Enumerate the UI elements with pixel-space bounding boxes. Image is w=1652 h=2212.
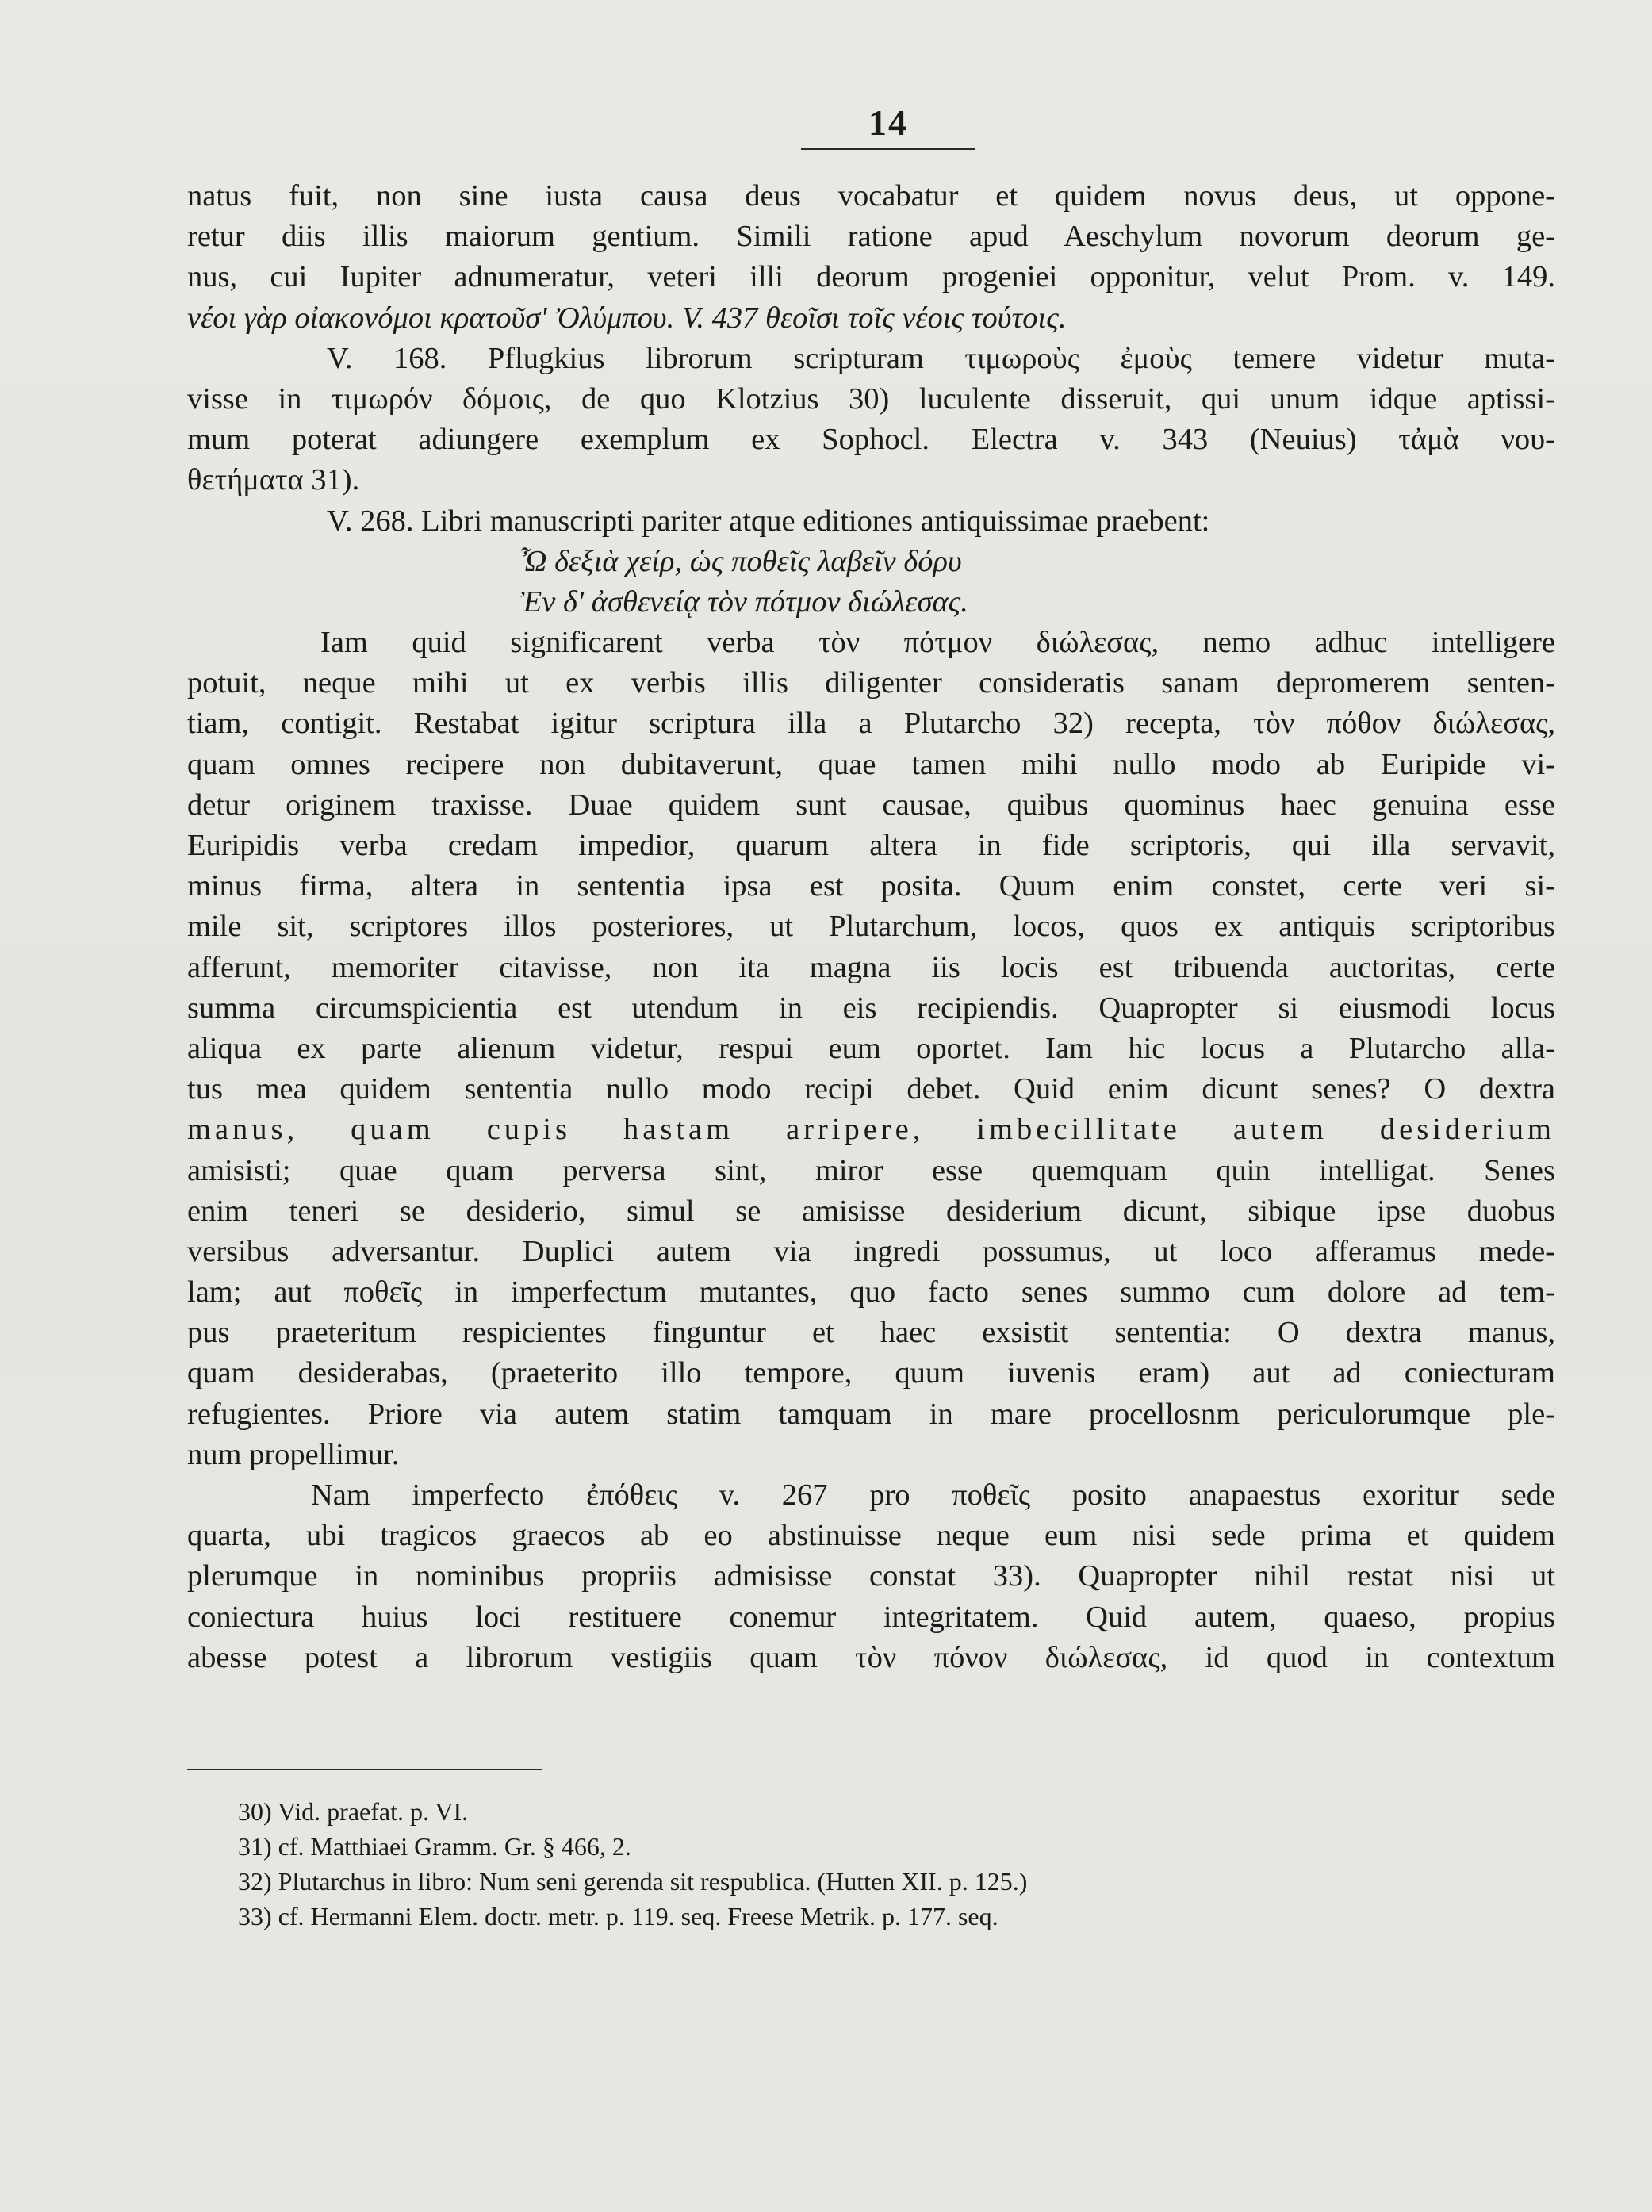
text-line: nus, cui Iupiter adnumeratur, veteri illi deorum progeniei opponitur, velut Prom. v. 149. [187,260,1555,294]
text-line: amisisti; quae quam perversa sint, miror esse quemquam quin intelligat. Senes [187,1153,1555,1187]
text-line: mile sit, scriptores illos posteriores, ut Plutarchum, locos, quos ex antiquis scriptoribus [187,910,1555,944]
text-line: aliqua ex parte alienum videtur, respui eum oportet. Iam hic locus a Plutarcho alla- [187,1031,1555,1065]
text-line: manus, quam cupis hastam arripere, imbecillitate autem desiderium [187,1113,1555,1147]
text-line: Euripidis verba credam impedior, quarum altera in fide scriptoris, qui illa servavit, [187,829,1555,862]
footnote-rule [187,1769,542,1770]
text-line: num propellimur. [187,1437,400,1471]
text-line: Nam imperfecto ἐπόθεις v. 267 pro ποθεῖς posito anapaestus exoritur sede [311,1478,1555,1512]
text-line: tiam, contigit. Restabat igitur scriptura illa a Plutarcho 32) recepta, τὸν πόθον διώλεσας, [187,707,1555,741]
text-line: νέοι γὰρ οἰακονόμοι κρατοῦσ' Ὀλύμπου. V. 437 θεοῖσι τοῖς νέοις τούτοις. [187,301,1067,335]
greek-verse-line: Ὦ δεξιὰ χείρ, ὡς ποθεῖς λαβεῖν δόρυ [520,544,962,578]
footnote-33: 33) cf. Hermanni Elem. doctr. metr. p. 119. seq. Freese Metrik. p. 177. seq. [238,1902,998,1930]
text-line: pus praeteritum respicientes finguntur et haec exsistit sententia: O dextra manus, [187,1316,1555,1350]
text-line: natus fuit, non sine iusta causa deus vocabatur et quidem novus deus, ut oppone- [187,179,1555,213]
page-number: 14 [868,102,908,143]
text-line: lam; aut ποθεῖς in imperfectum mutantes, quo facto senes summo cum dolore ad tem- [187,1275,1555,1309]
footnotes [238,1794,1269,1934]
footnote-32: 32) Plutarchus in libro: Num seni gerenda sit respublica. (Hutten XII. p. 125.) [238,1867,1028,1896]
text-line: coniectura huius loci restituere conemur integritatem. Quid autem, quaeso, propius [187,1600,1555,1634]
header-rule [801,148,975,150]
greek-verse-line: Ἐν δ' ἀσθενείᾳ τὸν πότμον διώλεσας. [520,585,968,619]
footnote-31: 31) cf. Matthiaei Gramm. Gr. § 466, 2. [238,1832,631,1861]
text-line: θετήματα 31). [187,463,360,497]
text-line: potuit, neque mihi ut ex verbis illis diligenter consideratis sanam depromerem senten- [187,666,1555,700]
text-line: minus firma, altera in sententia ipsa est posita. Quum enim constet, certe veri si- [187,869,1555,903]
text-line: retur diis illis maiorum gentium. Simili ratione apud Aeschylum novorum deorum ge- [187,220,1555,254]
text-line: visse in τιμωρόν δόμοις, de quo Klotzius 30) luculente disseruit, qui unum idque aptissi- [187,381,1555,416]
text-line: refugientes. Priore via autem statim tamquam in mare procellosnm periculorumque ple- [187,1397,1555,1431]
text-line: mum poterat adiungere exemplum ex Sophocl. Electra v. 343 (Neuius) τἀμὰ νου- [187,423,1555,457]
text-line: summa circumspicientia est utendum in eis recipiendis. Quapropter si eiusmodi locus [187,991,1555,1025]
footnote-30: 30) Vid. praefat. p. VI. [238,1797,469,1826]
text-line: tus mea quidem sententia nullo modo recipi debet. Quid enim dicunt senes? O dextra [187,1072,1555,1106]
text-line: plerumque in nominibus propriis admisisse constat 33). Quapropter nihil restat nisi ut [187,1559,1555,1593]
text-line: afferunt, memoriter citavisse, non ita magna iis locis est tribuenda auctoritas, certe [187,950,1555,984]
body-text [187,176,1555,1678]
text-line: quarta, ubi tragicos graecos ab eo abstinuisse neque eum nisi sede prima et quidem [187,1519,1555,1553]
text-line: V. 168. Pflugkius librorum scripturam τιμωροὺς ἐμοὺς temere videtur muta- [327,341,1555,375]
text-line: quam desiderabas, (praeterito illo tempore, quum iuvenis eram) aut ad coniecturam [187,1356,1555,1390]
text-line: V. 268. Libri manuscripti pariter atque editiones antiquissimae praebent: [327,504,1210,538]
text-line: abesse potest a librorum vestigiis quam τὸν πόνον διώλεσας, id quod in contextum [187,1640,1555,1674]
text-line: enim teneri se desiderio, simul se amisisse desiderium dicunt, sibique ipse duobus [187,1194,1555,1228]
text-line: versibus adversantur. Duplici autem via ingredi possumus, ut loco afferamus mede- [187,1234,1555,1268]
text-line: quam omnes recipere non dubitaverunt, quae tamen mihi nullo modo ab Euripide vi- [187,747,1555,781]
text-line: detur originem traxisse. Duae quidem sunt causae, quibus quominus haec genuina esse [187,788,1555,822]
text-line: Iam quid significarent verba τὸν πότμον διώλεσας, nemo adhuc intelligere [320,626,1555,660]
